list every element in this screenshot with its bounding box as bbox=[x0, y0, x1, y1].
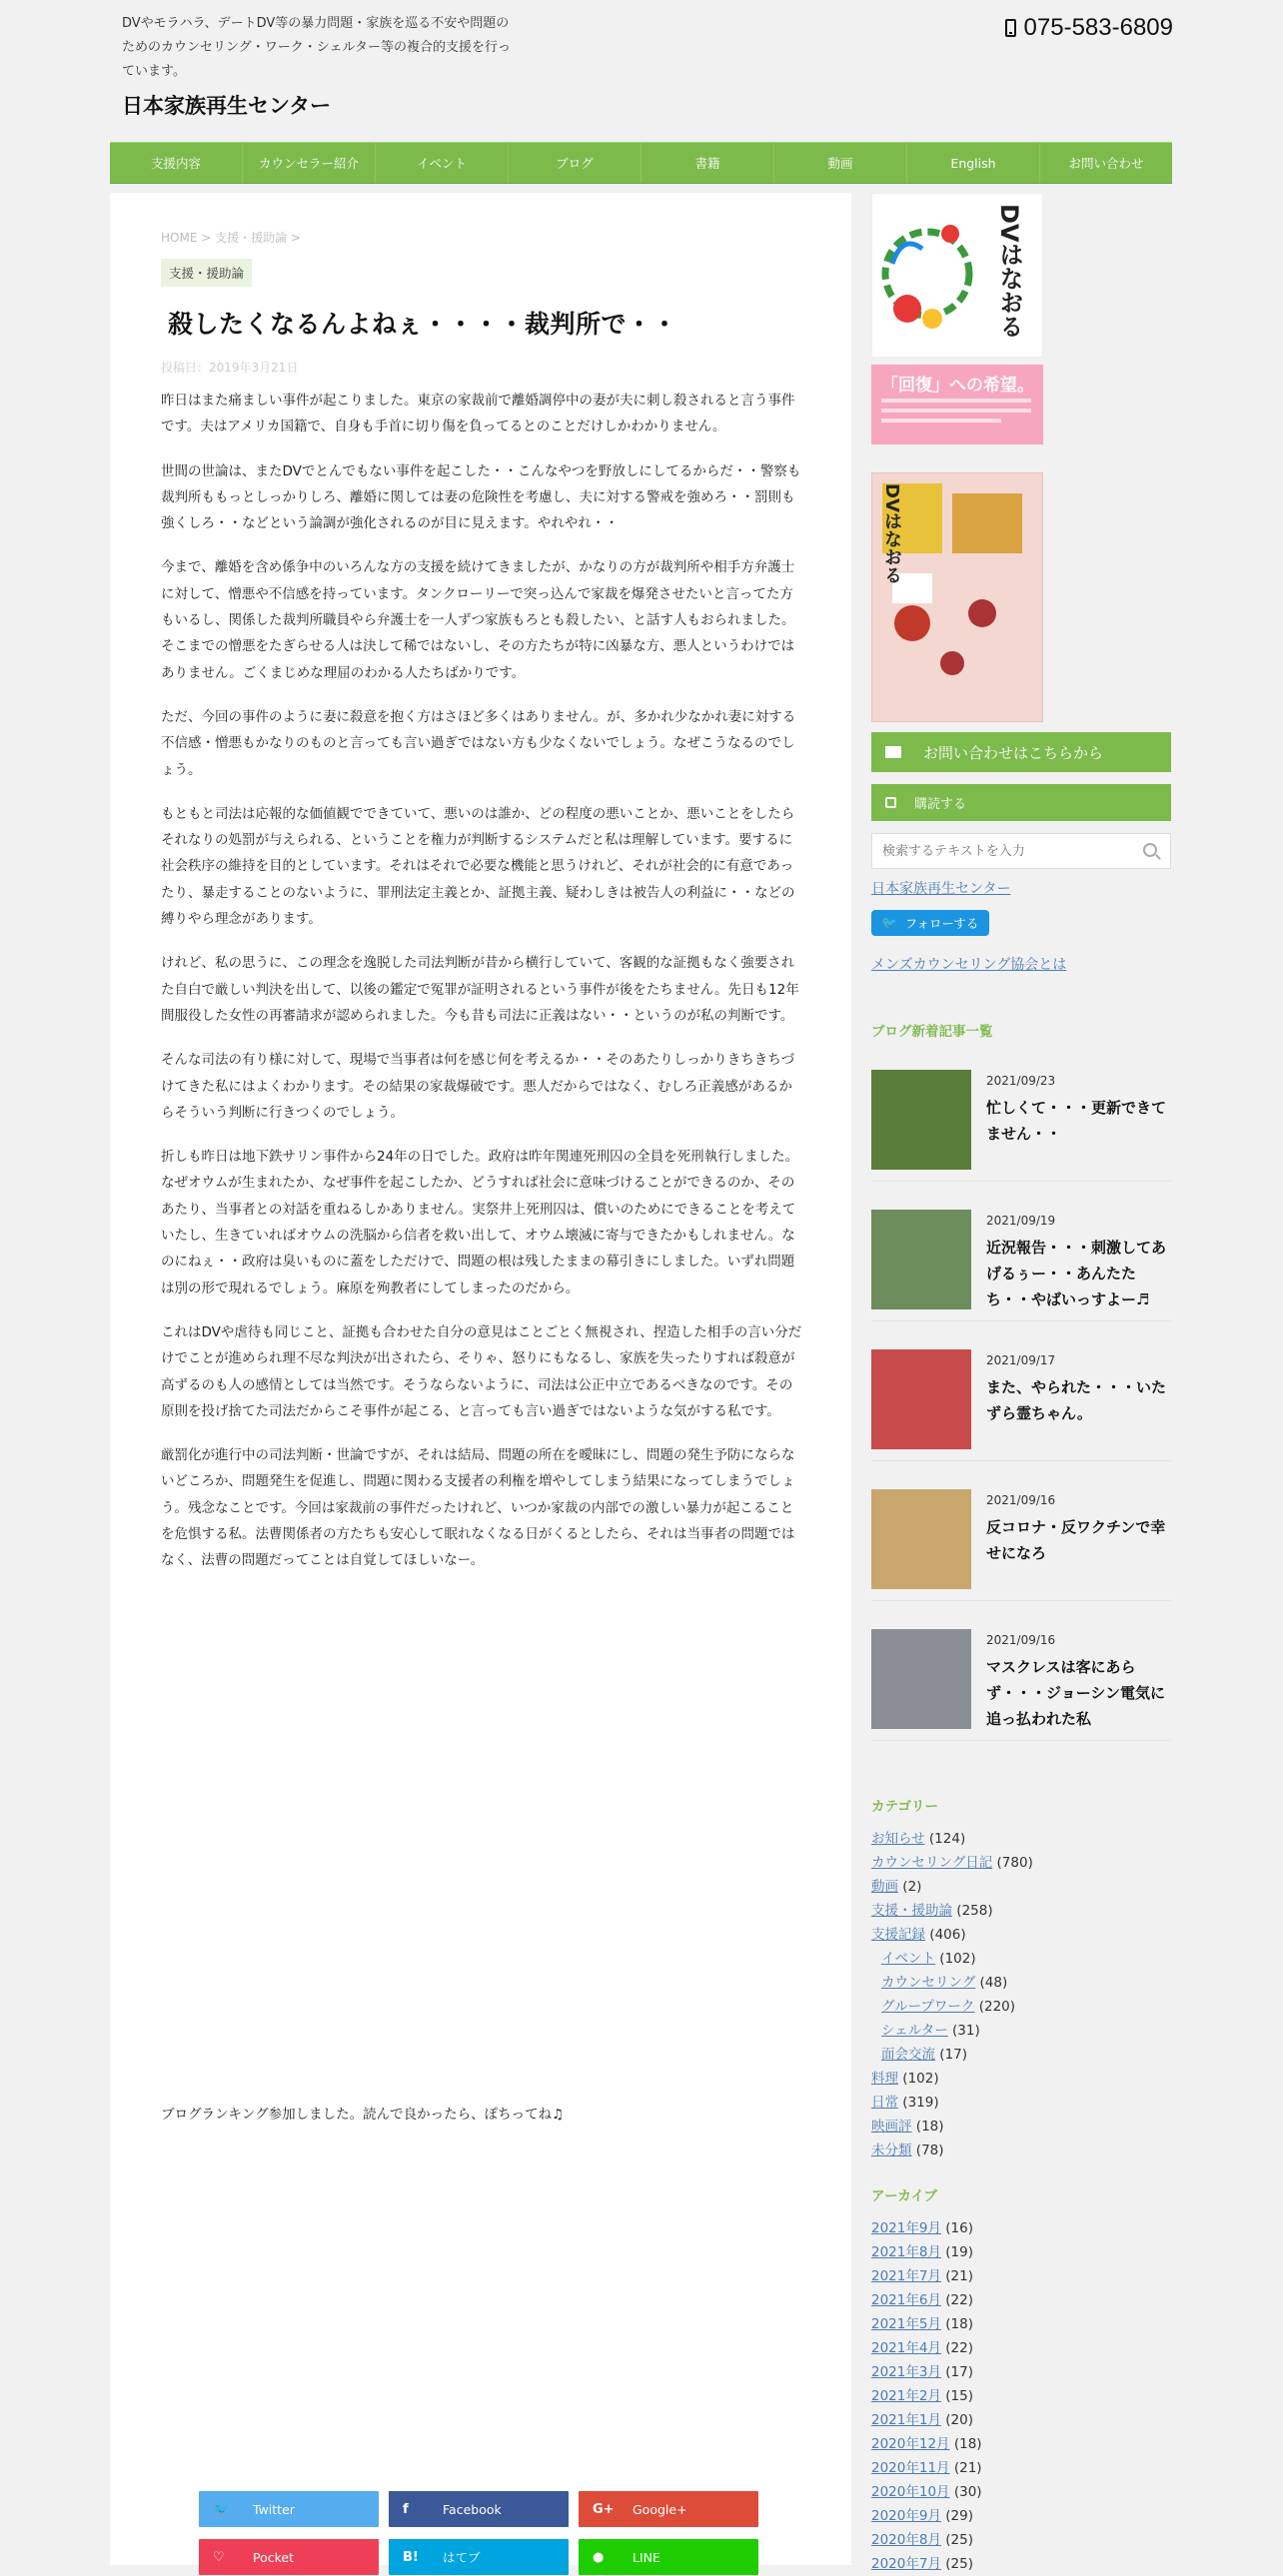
category-count: (258) bbox=[956, 1903, 993, 1919]
category-item bbox=[871, 2043, 1033, 2067]
category-count: (2) bbox=[902, 1879, 922, 1895]
category-item bbox=[871, 2067, 1033, 2091]
category-count: (319) bbox=[902, 2095, 939, 2111]
phone-text: 075-583-6809 bbox=[1023, 14, 1173, 41]
share-label: LINE bbox=[633, 2549, 660, 2565]
share-googleplus-button[interactable] bbox=[579, 2491, 758, 2527]
archive-item bbox=[871, 2264, 982, 2288]
post-thumbnail bbox=[871, 1070, 971, 1170]
archive-count: (15) bbox=[945, 2388, 973, 2404]
category-count: (102) bbox=[902, 2071, 939, 2087]
subscribe-button[interactable] bbox=[871, 784, 1171, 821]
category-item bbox=[871, 2115, 1033, 2139]
archive-count: (19) bbox=[945, 2244, 973, 2260]
share-facebook-button[interactable] bbox=[389, 2491, 569, 2527]
ranking-text: ブログランキング参加しました。読んで良かったら、ぽちってね♫ bbox=[161, 2107, 565, 2123]
archive-count: (22) bbox=[945, 2292, 973, 2308]
archive-link[interactable]: 2021年3月 bbox=[871, 2364, 941, 2380]
recent-post-date: 2021/09/16 bbox=[986, 1633, 1056, 1647]
category-link[interactable]: 日常 bbox=[871, 2095, 898, 2111]
category-link[interactable]: イベント bbox=[881, 1951, 935, 1967]
recent-post-item[interactable] bbox=[871, 1062, 1171, 1182]
recent-post-item[interactable] bbox=[871, 1621, 1171, 1741]
category-item bbox=[871, 2091, 1033, 2115]
archive-count: (20) bbox=[945, 2412, 973, 2428]
archive-link[interactable]: 2020年10月 bbox=[871, 2484, 950, 2500]
main-nav bbox=[110, 142, 1172, 184]
recent-post-title: 忙しくて・・・更新できてません・・ bbox=[986, 1099, 1167, 1143]
search-icon[interactable] bbox=[1143, 843, 1157, 857]
archive-link[interactable]: 2021年6月 bbox=[871, 2292, 941, 2308]
archive-link[interactable]: 2021年5月 bbox=[871, 2316, 941, 2332]
post-paragraph: 折しも昨日は地下鉄サリン事件から24年の日でした。政府は昨年関連死刑囚の全員を死刑執行しました。なぜオウムが生まれたか、なぜ事件を起こしたか、どうすれば社会に意味づけることができるのか、そのあたり、当事者との対話を重ねるしかありません。実祭井上死刑囚は、償いのためにできることを考えていたし、生きていればオウムの洗脳から信者を救い出して、オウム壊滅に寄与できたかもしれません。なのにねぇ・・政府は臭いものに蓋をしただけで、問題の根は残したままの幕引きにしました。いずれ問題は別の形で現れるでしょう。麻原を殉教者にしてしまったのだから。 bbox=[161, 1149, 799, 1296]
twitter-icon: 🐦 bbox=[881, 915, 897, 930]
recent-post-title: 反コロナ・反ワクチンで幸せになろ bbox=[986, 1518, 1166, 1562]
share-twitter-button[interactable] bbox=[199, 2491, 379, 2527]
category-count: (31) bbox=[952, 2023, 980, 2039]
archive-count: (18) bbox=[953, 2436, 982, 2452]
twitter-icon: 🐦 bbox=[213, 2501, 230, 2517]
archive-heading: アーカイブ bbox=[871, 2188, 938, 2204]
category-link[interactable]: 支援・援助論 bbox=[871, 1903, 952, 1919]
archive-item bbox=[871, 2336, 982, 2360]
category-item bbox=[871, 2139, 1033, 2162]
nav-item-videos[interactable]: 動画 bbox=[774, 143, 907, 183]
site-link[interactable]: 日本家族再生センター bbox=[871, 881, 1011, 897]
post-paragraph: 世間の世論は、またDVでとんでもない事件を起こした・・こんなやつを野放しにしてるからだ・・警察も裁判所ももっとしっかりしろ、離婚に関しては妻の危険性を考慮し、夫に対する警戒を強めろ・・罰則も強くしろ・・などという論調が強化されるのが目に見えます。やれやれ・・ bbox=[161, 462, 801, 532]
share-pocket-button[interactable] bbox=[199, 2539, 379, 2575]
archive-count: (21) bbox=[953, 2460, 982, 2476]
archive-item bbox=[871, 2240, 982, 2264]
category-item bbox=[871, 1947, 1033, 1971]
category-item bbox=[871, 1899, 1033, 1923]
post-date: 投稿日：2019年3月21日 bbox=[161, 361, 299, 375]
archive-link[interactable]: 2021年2月 bbox=[871, 2388, 941, 2404]
archive-count: (18) bbox=[945, 2316, 973, 2332]
archive-link[interactable]: 2020年7月 bbox=[871, 2556, 941, 2572]
post-thumbnail bbox=[871, 1489, 971, 1589]
book-cover-dv-naoru-2[interactable] bbox=[871, 472, 1043, 722]
archive-link[interactable]: 2021年7月 bbox=[871, 2268, 941, 2284]
recent-post-title: マスクレスは客にあらず・・・ジョーシン電気に追っ払われた私 bbox=[986, 1658, 1166, 1728]
book-title-text: DVはなおる bbox=[881, 483, 902, 584]
contact-button[interactable] bbox=[871, 732, 1171, 772]
share-label: Twitter bbox=[253, 2501, 295, 2517]
category-item bbox=[871, 1875, 1033, 1899]
category-link[interactable]: シェルター bbox=[881, 2023, 948, 2039]
post-paragraph: そんな司法の有り様に対して、現場で当事者は何を感じ何を考えるか・・そのあたりしっかりきちきちづけてきた私にはよくわかります。その結果の家裁爆破です。悪人だからではなく、むしろ正義感があるからそういう判断に行きつくのでしょう。 bbox=[161, 1052, 795, 1121]
archive-link[interactable]: 2021年9月 bbox=[871, 2220, 941, 2236]
archive-item bbox=[871, 2456, 982, 2480]
post-paragraph: 昨日はまた痛ましい事件が起こりました。東京の家裁前で離婚調停中の妻が夫に刺し殺されると言う事件です。夫はアメリカ国籍で、自身も手首に切り傷を負ってるとのことだけしかわかりません。 bbox=[161, 393, 795, 435]
category-link[interactable]: 料理 bbox=[871, 2071, 898, 2087]
nav-item-blog[interactable]: ブログ bbox=[509, 143, 642, 183]
category-item bbox=[871, 1851, 1033, 1875]
share-label: Facebook bbox=[443, 2501, 502, 2517]
post-content bbox=[161, 388, 802, 1592]
site-title[interactable]: 日本家族再生センター bbox=[122, 94, 332, 118]
recent-post-date: 2021/09/16 bbox=[986, 1493, 1056, 1507]
mens-counseling-link[interactable]: メンズカウンセリング協会とは bbox=[871, 957, 1067, 973]
archive-count: (30) bbox=[953, 2484, 982, 2500]
nav-item-support[interactable]: 支援内容 bbox=[110, 143, 243, 183]
recent-post-title: また、やられた・・・いたずら霊ちゃん。 bbox=[986, 1378, 1167, 1422]
category-link[interactable]: カウンセリング日記 bbox=[871, 1855, 993, 1871]
category-link[interactable]: グループワーク bbox=[881, 1999, 975, 2015]
archive-count: (25) bbox=[945, 2556, 973, 2572]
search-input[interactable] bbox=[871, 833, 1171, 869]
category-count: (17) bbox=[939, 2047, 968, 2063]
category-link[interactable]: 動画 bbox=[871, 1879, 898, 1895]
recent-post-item[interactable] bbox=[871, 1341, 1171, 1461]
post-thumbnail bbox=[871, 1629, 971, 1729]
category-badge[interactable]: 支援・援助論 bbox=[161, 259, 252, 287]
post-paragraph: 今まで、離婚を含め係争中のいろんな方の支援を続けてきましたが、かなりの方が裁判所や相手方弁護士に対して、憎悪や不信感を持っています。タンクローリーで突っ込んで家裁を爆発させたいと言ってた方もいるし、関係した裁判所職員やら弁護士を一人ずつ家族もろとも殺したい、と話す人もおられました。そこまでの憎悪をたぎらせる人は決して稀ではないし、その方たちが特に凶暴な方、悪人というわけではありません。ごくまじめな理屈のわかる人たちばかりです。 bbox=[161, 559, 795, 681]
share-hatena-button[interactable] bbox=[389, 2539, 569, 2575]
googleplus-icon: G+ bbox=[593, 2501, 615, 2517]
post-paragraph: これはDVや虐待も同じこと、証拠も合わせた自分の意見はことごとく無視され、捏造した相手の言い分だけでことが進められ理不尽な判決が出されたら、そりゃ、怒りにもなるし、家族を失ったりすれば殺意が高ずるのも人の感情としては当然です。そうならないように、司法は公正中立であるべきなのです。その原則を投げ捨てた司法だからこそ事件が起こる、と言っても言い過ぎではないような気がする私です。 bbox=[161, 1323, 802, 1419]
archive-link[interactable]: 2020年9月 bbox=[871, 2508, 941, 2524]
share-line-button[interactable] bbox=[579, 2539, 758, 2575]
pocket-icon: ♡ bbox=[213, 2549, 225, 2565]
archive-link[interactable]: 2020年8月 bbox=[871, 2532, 941, 2548]
category-link[interactable]: カウンセリング bbox=[881, 1975, 976, 1991]
facebook-icon: f bbox=[403, 2501, 409, 2517]
share-label: はてブ bbox=[443, 2550, 481, 2565]
post-paragraph: 厳罰化が進行中の司法判断・世論ですが、それは結局、問題の所在を曖昧にし、問題の発生予防にならないどころか、問題発生を促進し、問題に関わる支援者の利権を増やしてしまう結果になってしまうでしょう。残念なことです。今回は家裁前の事件だったけれど、いつか家裁の内部での激しい暴力が起こることを危惧する私。法曹関係者の方たちも安心して眠れなくなる日がくるとしたら、それは当事者の問題ではなく、法曹の問題だってことは自覚してほしいなー。 bbox=[161, 1447, 795, 1569]
line-icon: ● bbox=[593, 2549, 605, 2565]
post-paragraph: けれど、私の思うに、この理念を逸脱した司法判断が昔から横行していて、客観的な証拠もなく強要された自白で厳しい判決を出して、以後の鑑定で冤罪が証明されるという事件が後をたちません。先日も12年間服役した女性の再審請求が認められました。今も昔も司法に正義はない・・というのが私の判断です。 bbox=[161, 955, 799, 1024]
category-link[interactable]: 未分類 bbox=[871, 2143, 912, 2158]
archive-item bbox=[871, 2312, 982, 2336]
category-item bbox=[871, 1995, 1033, 2019]
category-count: (78) bbox=[915, 2143, 944, 2158]
archive-item bbox=[871, 2480, 982, 2504]
category-item bbox=[871, 2019, 1033, 2043]
recent-post-date: 2021/09/17 bbox=[986, 1353, 1056, 1367]
category-count: (124) bbox=[928, 1831, 966, 1847]
archive-link[interactable]: 2020年12月 bbox=[871, 2436, 950, 2452]
nav-item-books[interactable]: 書籍 bbox=[642, 143, 774, 183]
archive-item bbox=[871, 2360, 982, 2384]
post-paragraph: もともと司法は応報的な価値観でできていて、悪いのは誰か、どの程度の悪いことか、悪いことをしたらそれなりの処罰が与えられる、ということを権力が判断するシステムだと私は理解しています。要するに社会秩序の維持を目的としています。それはそれで必要な機能と思うけれど、それが社会的に有意であったり、暴走することのないように、罪刑法定主義とか、証拠主義、疑わしきは被告人の利益に・・などの縛りやら理念があります。 bbox=[161, 805, 795, 928]
archive-item bbox=[871, 2528, 982, 2552]
contact-label: お問い合わせはこちらから bbox=[923, 743, 1104, 762]
archive-link[interactable]: 2021年1月 bbox=[871, 2412, 941, 2428]
archive-link[interactable]: 2021年8月 bbox=[871, 2244, 941, 2260]
article-main bbox=[110, 193, 851, 2565]
site-tagline: DVやモラハラ、デートDV等の暴力問題・家族を巡る不安や問題のためのカウンセリング・ワーク・シェルター等の複合的支援を行っています。 bbox=[122, 16, 511, 79]
category-heading: カテゴリー bbox=[871, 1799, 938, 1815]
book-cover-kaifuku[interactable] bbox=[871, 365, 1043, 444]
recent-post-date: 2021/09/23 bbox=[986, 1074, 1056, 1088]
phone-icon bbox=[1005, 19, 1016, 37]
category-count: (406) bbox=[929, 1927, 966, 1943]
category-link[interactable]: お知らせ bbox=[871, 1831, 925, 1847]
category-link[interactable]: 支援記録 bbox=[871, 1927, 925, 1943]
follow-button[interactable] bbox=[871, 910, 989, 936]
archive-count: (21) bbox=[945, 2268, 973, 2284]
book-title-text: 「回復」への希望。 bbox=[881, 376, 1034, 396]
category-count: (780) bbox=[996, 1855, 1033, 1871]
book-title-text: DVはなおる bbox=[995, 204, 1023, 339]
archive-item bbox=[871, 2552, 982, 2576]
post-thumbnail bbox=[871, 1349, 971, 1449]
share-label: Pocket bbox=[253, 2549, 294, 2565]
archive-count: (22) bbox=[945, 2340, 973, 2356]
post-title: 殺したくなるんよねぇ・・・・裁判所で・・ bbox=[168, 310, 678, 339]
archive-item bbox=[871, 2288, 982, 2312]
archive-link[interactable]: 2020年11月 bbox=[871, 2460, 950, 2476]
category-item bbox=[871, 1827, 1033, 1851]
nav-item-contact[interactable]: お問い合わせ bbox=[1068, 156, 1144, 171]
archive-count: (29) bbox=[945, 2508, 973, 2524]
follow-label: フォローする bbox=[904, 916, 979, 931]
category-count: (48) bbox=[979, 1975, 1008, 1991]
category-count: (18) bbox=[915, 2119, 944, 2135]
category-link[interactable]: 映画評 bbox=[871, 2119, 912, 2135]
nav-item-events[interactable]: イベント bbox=[376, 143, 509, 183]
recent-post-item[interactable] bbox=[871, 1481, 1171, 1601]
category-item bbox=[871, 1923, 1033, 1947]
category-link[interactable]: 面会交流 bbox=[881, 2047, 935, 2063]
archive-item bbox=[871, 2432, 982, 2456]
recent-post-date: 2021/09/19 bbox=[986, 1214, 1056, 1228]
share-label: Google+ bbox=[633, 2501, 687, 2517]
subscribe-label: 購読する bbox=[914, 797, 967, 812]
category-count: (102) bbox=[939, 1951, 976, 1967]
archive-list bbox=[871, 2216, 982, 2576]
archive-item bbox=[871, 2504, 982, 2528]
rss-icon bbox=[885, 797, 896, 808]
recent-post-item[interactable] bbox=[871, 1202, 1171, 1321]
post-thumbnail bbox=[871, 1210, 971, 1309]
nav-item-counselors[interactable]: カウンセラー紹介 bbox=[243, 143, 376, 183]
book-cover-dv-naoru[interactable] bbox=[871, 193, 1043, 358]
post-paragraph: ただ、今回の事件のように妻に殺意を抱く方はさほど多くはありません。が、多かれ少なかれ妻に対する不信感・憎悪もかなりのものと言っても言い過ぎではない方も少なくないでしょう。なぜこうなるのでしょう。 bbox=[161, 708, 796, 778]
category-count: (220) bbox=[978, 1999, 1016, 2015]
category-list bbox=[871, 1827, 1033, 2162]
nav-item-english[interactable]: English bbox=[907, 143, 1040, 183]
site-header bbox=[0, 0, 1283, 140]
recent-posts-heading: ブログ新着記事一覧 bbox=[871, 1024, 993, 1040]
archive-count: (25) bbox=[945, 2532, 973, 2548]
recent-post-title: 近況報告・・・刺激してあげるぅー・・あんたたち・・やばいっすよー♬ bbox=[986, 1239, 1167, 1308]
archive-item bbox=[871, 2408, 982, 2432]
category-item bbox=[871, 1971, 1033, 1995]
breadcrumb[interactable]: HOME > 支援・援助論 > bbox=[161, 231, 301, 245]
mail-icon bbox=[885, 746, 901, 758]
archive-item bbox=[871, 2216, 982, 2240]
archive-count: (17) bbox=[945, 2364, 973, 2380]
archive-item bbox=[871, 2384, 982, 2408]
hatena-icon: B! bbox=[403, 2549, 419, 2565]
archive-link[interactable]: 2021年4月 bbox=[871, 2340, 941, 2356]
archive-count: (16) bbox=[945, 2220, 973, 2236]
phone-number[interactable] bbox=[1005, 14, 1173, 42]
